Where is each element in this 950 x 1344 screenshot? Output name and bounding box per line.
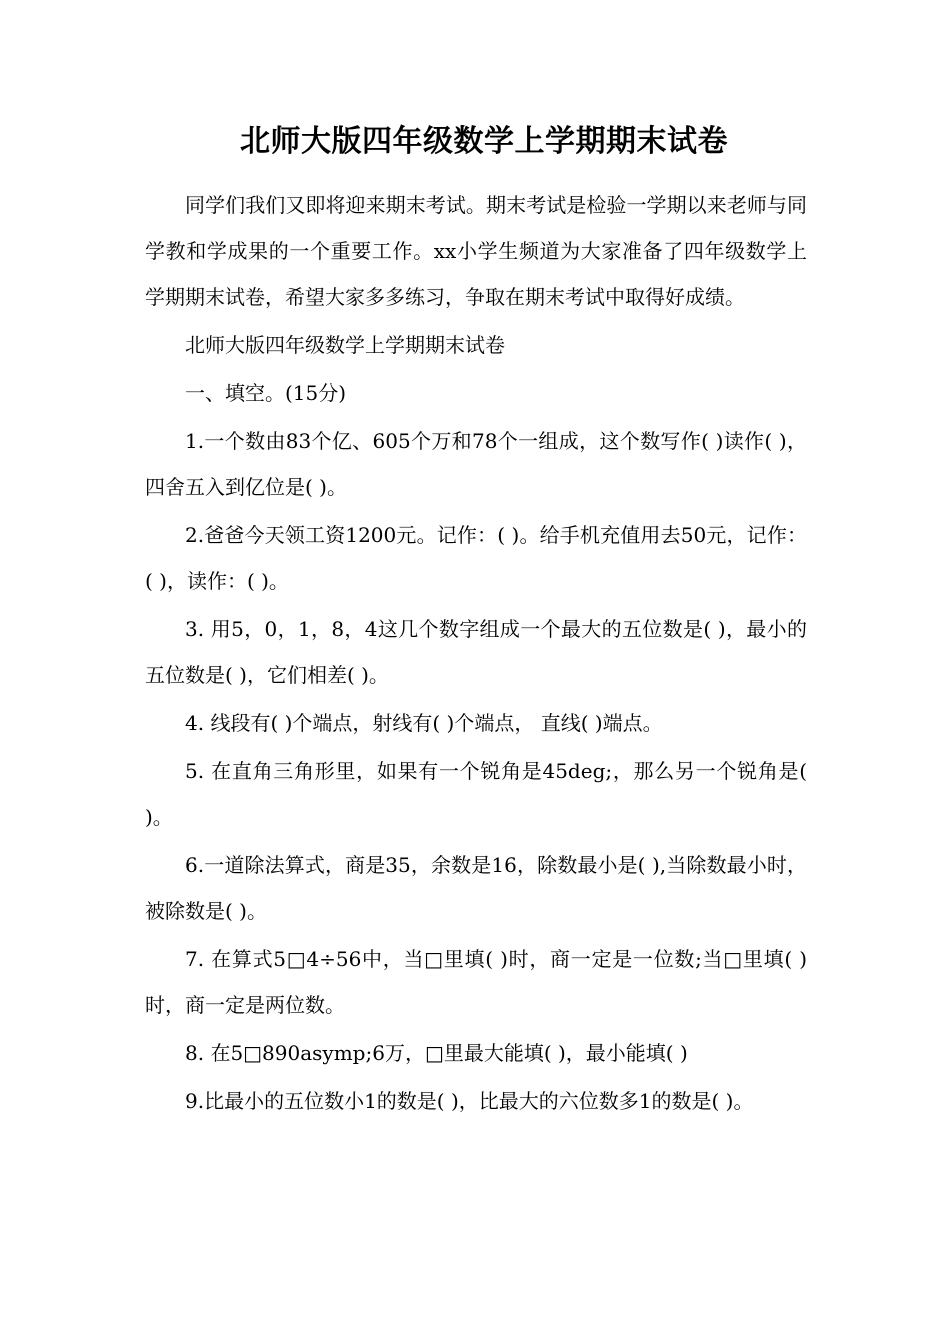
question-4: 4. 线段有( )个端点，射线有( )个端点， 直线( )端点。 — [185, 711, 663, 735]
document-title: 北师大版四年级数学上学期期末试卷 — [240, 124, 728, 159]
question-9: 9.比最小的五位数小1的数是( )，比最大的六位数多1的数是( )。 — [185, 1089, 754, 1113]
question-8: 8. 在5□890asymp;6万，□里最大能填( )，最小能填( ) — [185, 1041, 688, 1065]
question-1: 1.一个数由83个亿、605个万和78个一组成，这个数写作( )读作( )，四舍五入到亿位是( )。 — [145, 429, 807, 499]
question-7: 7. 在算式5□4÷56中，当□里填( )时，商一定是一位数;当□里填( )时，商一定是两位数。 — [145, 947, 807, 1017]
question-5: 5. 在直角三角形里，如果有一个锐角是45deg;，那么另一个锐角是( )。 — [145, 759, 807, 829]
question-3: 3. 用5，0，1，8，4这几个数字组成一个最大的五位数是( )，最小的五位数是( )，它们相差( )。 — [145, 617, 807, 687]
question-2: 2.爸爸今天领工资1200元。记作：( )。给手机充值用去50元，记作：( )，读作：( )。 — [145, 523, 807, 593]
intro-paragraph: 同学们我们又即将迎来期末考试。期末考试是检验一学期以来老师与同学教和学成果的一个重要工作。xx小学生频道为大家准备了四年级数学上学期期末试卷，希望大家多多练习，争取在期末考试中取得好成绩。 — [145, 193, 807, 309]
subtitle-line: 北师大版四年级数学上学期期末试卷 — [185, 333, 505, 357]
question-6: 6.一道除法算式，商是35，余数是16，除数最小是( ),当除数最小时，被除数是( )。 — [145, 853, 807, 923]
section-heading: 一、填空。(15分) — [185, 381, 347, 405]
document-page — [145, 118, 807, 1124]
